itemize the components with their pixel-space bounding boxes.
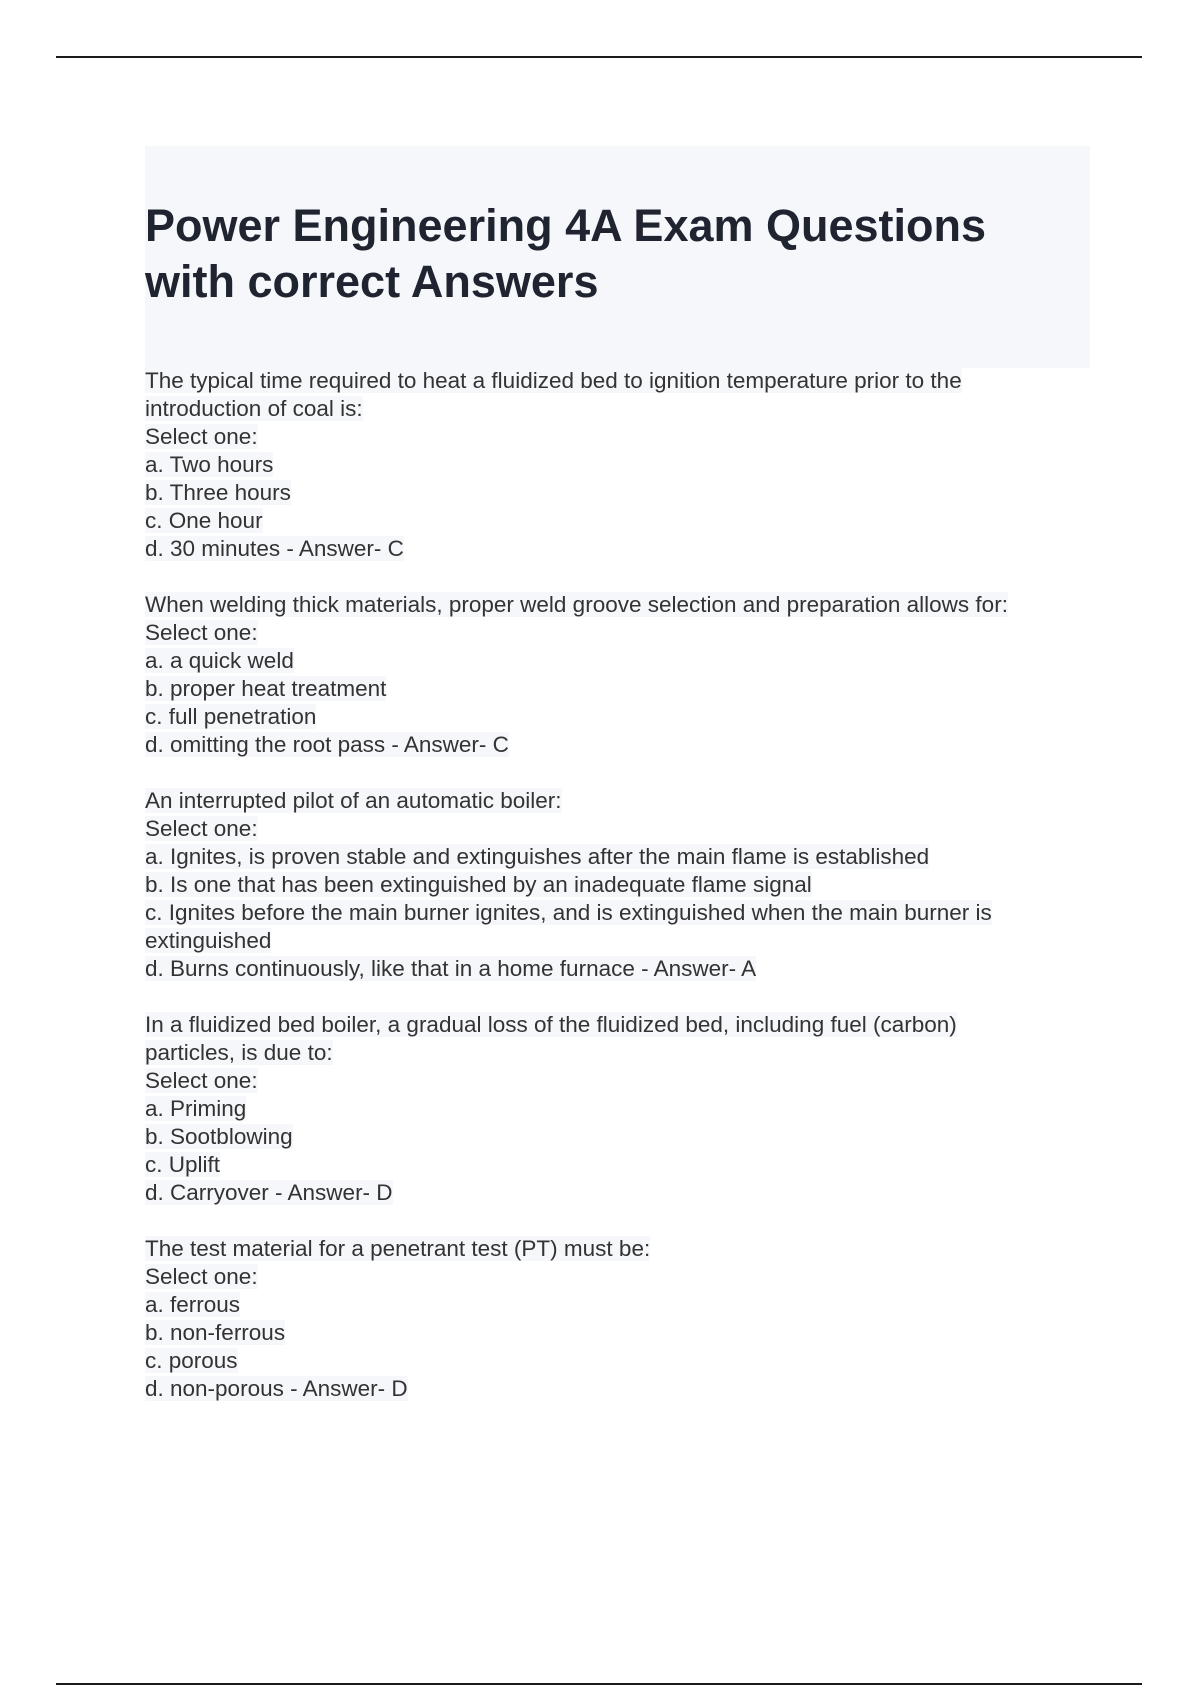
question-5-select-prompt: Select one: [145,1264,258,1289]
question-5-option-d-answer: d. non-porous - Answer- D [145,1376,408,1401]
question-1-text-line-2: introduction of coal is: [145,396,363,421]
question-2-option-d-answer: d. omitting the root pass - Answer- C [145,732,509,757]
question-2-text: When welding thick materials, proper weld groove selection and preparation allows for: [145,592,1008,617]
question-3-option-c-line-2: extinguished [145,928,272,953]
question-1-option-a: a. Two hours [145,452,274,477]
question-4-text-line-2: particles, is due to: [145,1040,333,1065]
question-4-option-c: c. Uplift [145,1152,221,1177]
question-1 [145,367,1090,563]
question-4 [145,1011,1090,1207]
question-3-option-a: a. Ignites, is proven stable and extinguishes after the main flame is established [145,844,930,869]
question-3 [145,787,1090,983]
question-5-option-a: a. ferrous [145,1292,241,1317]
question-5 [145,1235,1090,1403]
question-5-text: The test material for a penetrant test (PT) must be: [145,1236,651,1261]
question-3-option-c-line-1: c. Ignites before the main burner ignites, and is extinguished when the main burner is [145,900,992,925]
question-4-option-d-answer: d. Carryover - Answer- D [145,1180,393,1205]
question-list [145,367,1090,1431]
question-1-option-b: b. Three hours [145,480,291,505]
question-4-option-b: b. Sootblowing [145,1124,293,1149]
question-1-option-d-answer: d. 30 minutes - Answer- C [145,536,404,561]
question-3-option-d-answer: d. Burns continuously, like that in a home furnace - Answer- A [145,956,757,981]
question-5-option-c: c. porous [145,1348,238,1373]
question-1-option-c: c. One hour [145,508,263,533]
question-2-select-prompt: Select one: [145,620,258,645]
question-2-option-c: c. full penetration [145,704,317,729]
question-4-text-line-1: In a fluidized bed boiler, a gradual loss of the fluidized bed, including fuel (carbon) [145,1012,957,1037]
question-5-option-b: b. non-ferrous [145,1320,286,1345]
question-3-select-prompt: Select one: [145,816,258,841]
question-1-select-prompt: Select one: [145,424,258,449]
question-2 [145,591,1090,759]
question-1-text-line-1: The typical time required to heat a fluidized bed to ignition temperature prior to the [145,368,962,393]
question-4-select-prompt: Select one: [145,1068,258,1093]
question-3-option-b: b. Is one that has been extinguished by an inadequate flame signal [145,872,812,897]
question-4-option-a: a. Priming [145,1096,247,1121]
document-title: Power Engineering 4A Exam Questions with correct Answers [145,200,987,307]
bottom-divider [56,1683,1142,1685]
question-3-text: An interrupted pilot of an automatic boiler: [145,788,562,813]
question-2-option-b: b. proper heat treatment [145,676,387,701]
question-2-option-a: a. a quick weld [145,648,294,673]
top-divider [56,56,1142,58]
